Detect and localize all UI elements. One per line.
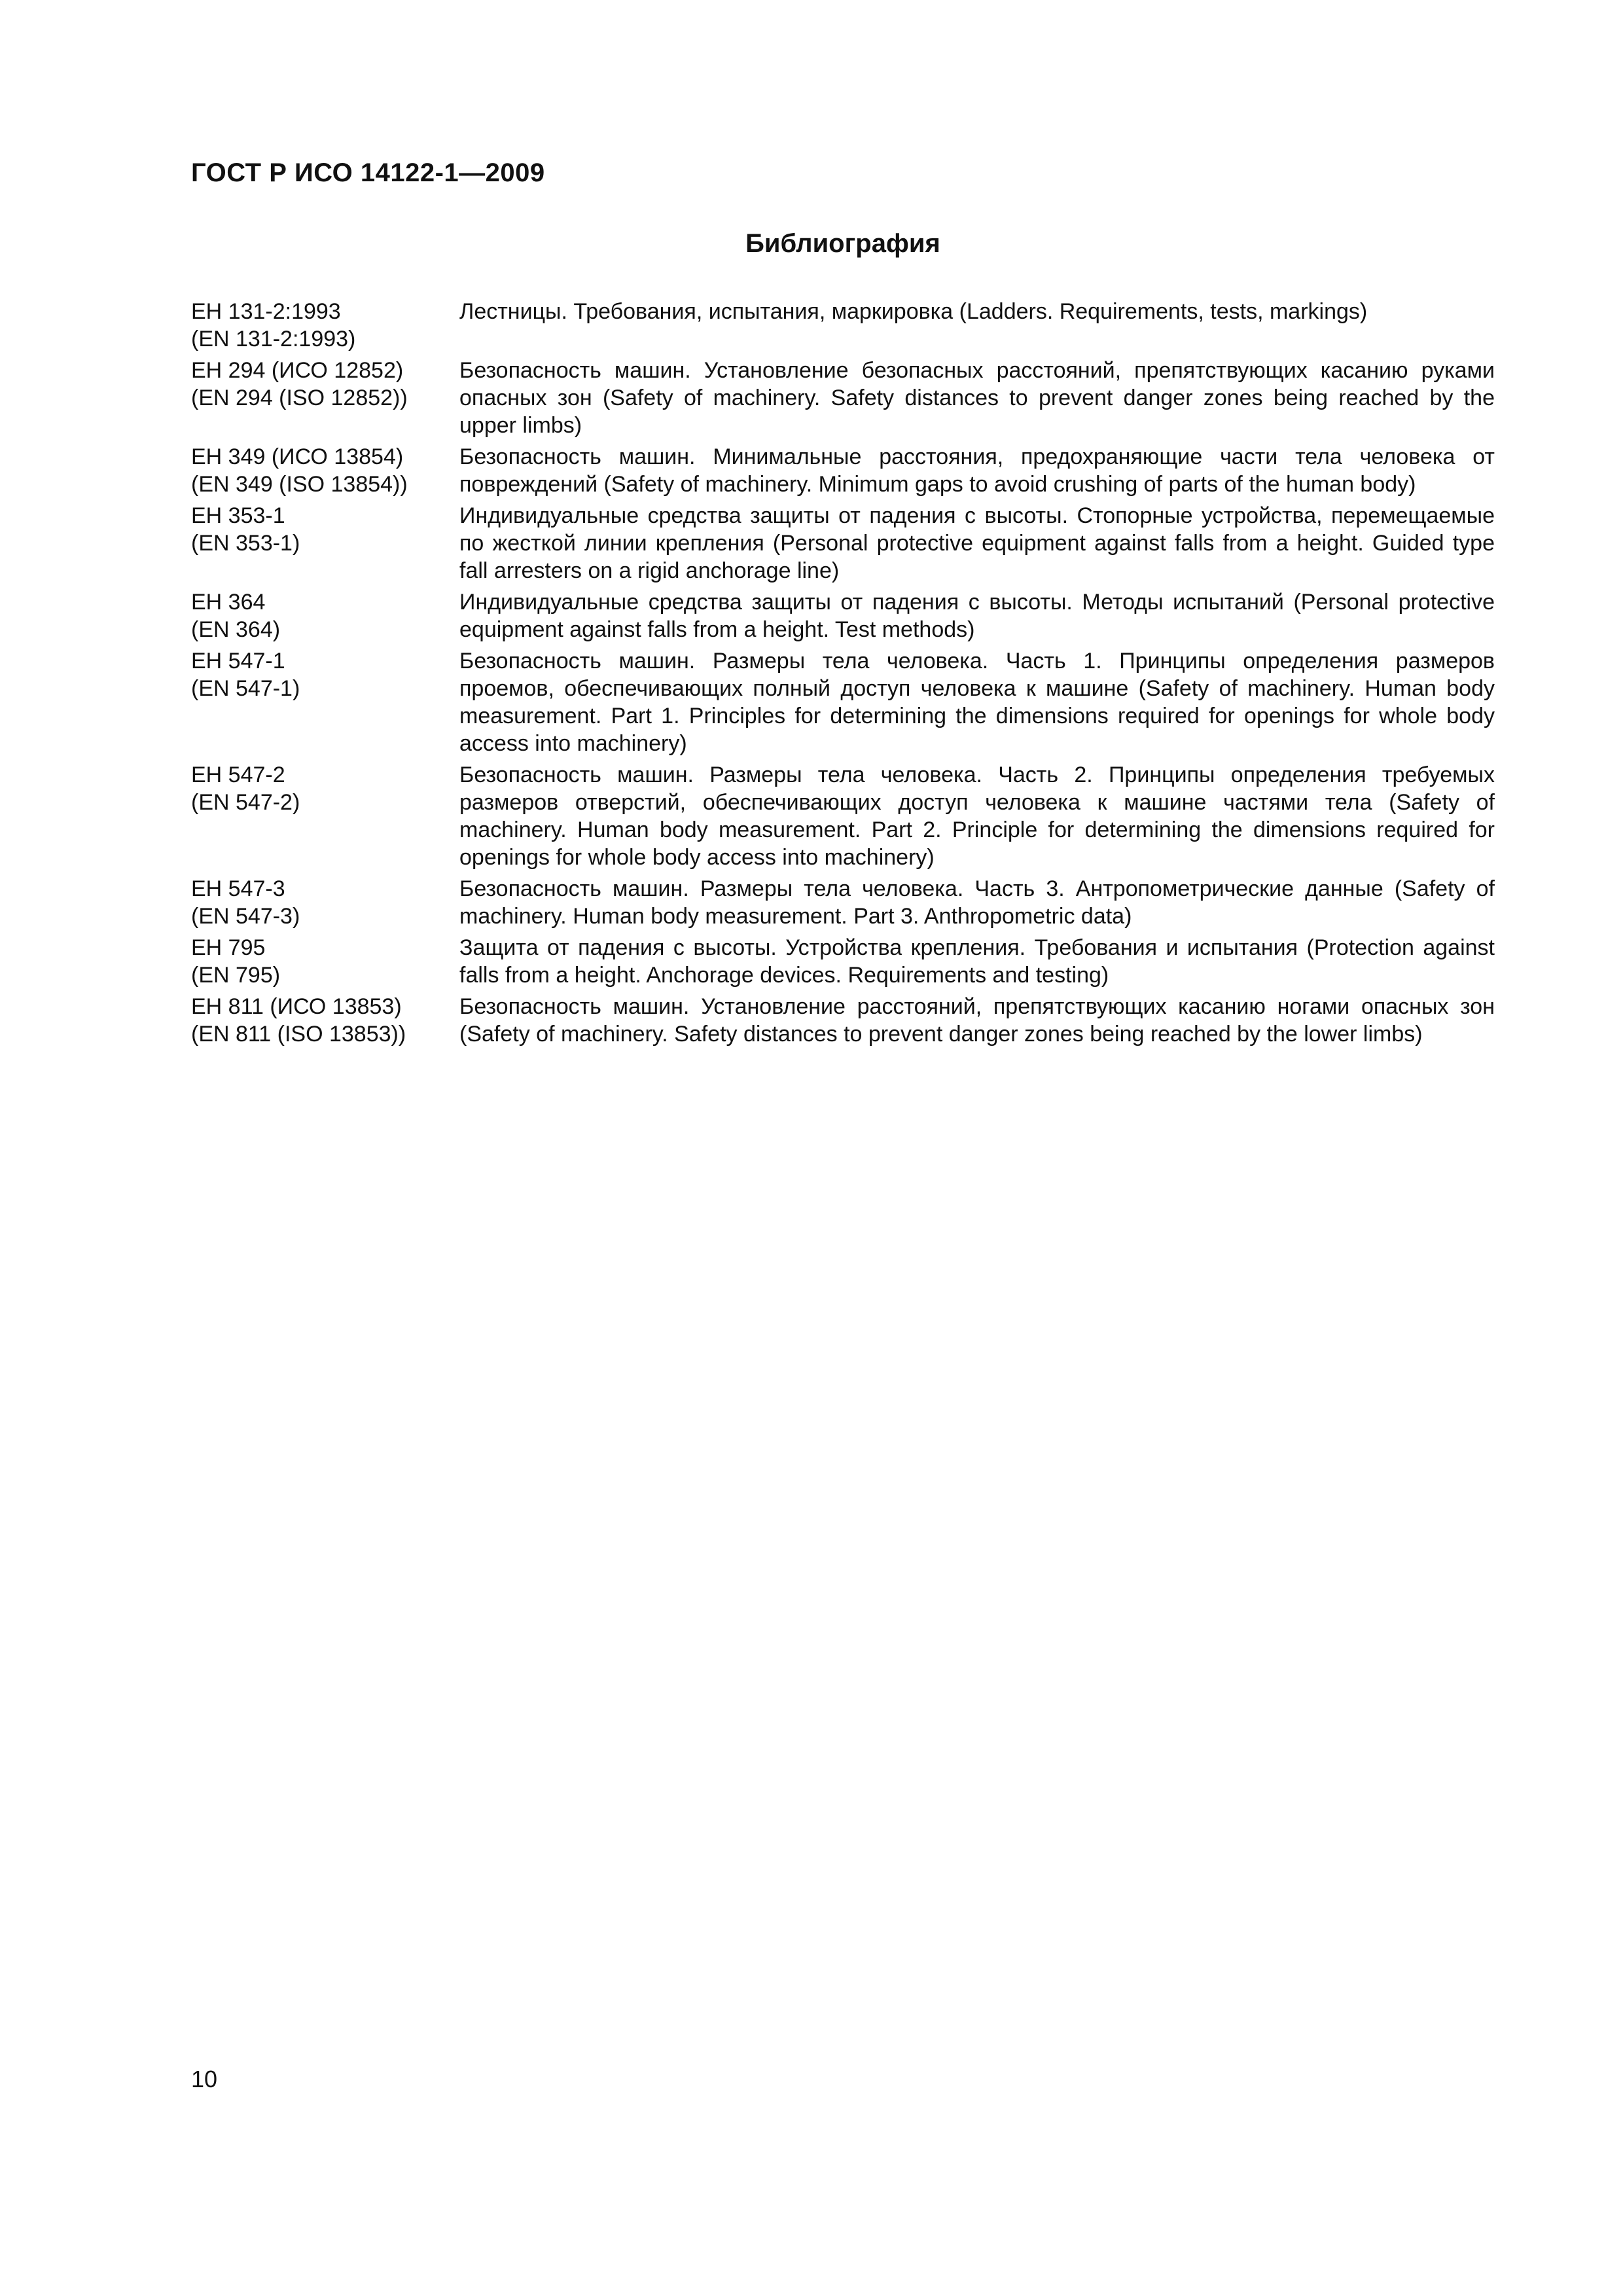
entry-code	[191, 298, 459, 353]
bibliography-entry	[191, 298, 1495, 353]
entry-code-en: (EN 131-2:1993)	[191, 327, 356, 351]
entry-description: Защита от падения с высоты. Устройства крепления. Требования и испытания (Protection against falls from a height. Anchorage devices. Requirements and testing)	[459, 935, 1495, 988]
bibliography-entry	[191, 588, 1495, 643]
entry-description: Безопасность машин. Минимальные расстояния, предохраняющие части тела человека от повреждений (Safety of machinery. Minimum gaps to avoid crushing of parts of the human body)	[459, 444, 1495, 497]
entry-code-ru: ЕН 364	[191, 590, 266, 615]
bibliography-entry	[191, 357, 1495, 439]
entry-description: Индивидуальные средства защиты от падения с высоты. Стопорные устройства, перемещаемые по жесткой линии крепления (Personal protective equipment against falls from a height. Guided type fall arresters on a rigid anchorage line)	[459, 503, 1495, 583]
entry-code-ru: ЕН 294 (ИСО 12852)	[191, 358, 404, 383]
bibliography-entry	[191, 502, 1495, 584]
entry-code-ru: ЕН 349 (ИСО 13854)	[191, 444, 404, 469]
entry-code-ru: ЕН 795	[191, 935, 266, 960]
entry-code	[191, 357, 459, 439]
entry-description: Индивидуальные средства защиты от падения с высоты. Методы испытаний (Personal protective equipment against falls from a height. Test methods)	[459, 590, 1495, 642]
section-title: Библиография	[745, 229, 940, 258]
entry-description: Безопасность машин. Размеры тела человека. Часть 1. Принципы определения размеров проемов, обеспечивающих полный доступ человека к машине (Safety of machinery. Human body measurement. Part 1. Principles for determining the dimensions required for openings for whole body access into machinery)	[459, 649, 1495, 756]
entry-description: Лестницы. Требования, испытания, маркировка (Ladders. Requirements, tests, markings)	[459, 299, 1368, 324]
entry-description: Безопасность машин. Размеры тела человека. Часть 3. Антропометрические данные (Safety of machinery. Human body measurement. Part 3. Anthropometric data)	[459, 876, 1495, 929]
entry-code	[191, 588, 459, 643]
entry-code-en: (EN 795)	[191, 963, 281, 988]
entry-code	[191, 993, 459, 1048]
entry-code-ru: ЕН 547-2	[191, 762, 285, 787]
bibliography-entry	[191, 647, 1495, 757]
entry-code	[191, 647, 459, 757]
entry-code-en: (EN 353-1)	[191, 531, 300, 556]
bibliography-entry	[191, 761, 1495, 871]
bibliography-entry	[191, 875, 1495, 930]
bibliography-entry	[191, 934, 1495, 989]
entry-code-en: (EN 349 (ISO 13854))	[191, 472, 408, 497]
entry-code	[191, 761, 459, 871]
entry-code	[191, 934, 459, 989]
entry-code-en: (EN 547-1)	[191, 676, 300, 701]
entry-code-ru: ЕН 547-3	[191, 876, 285, 901]
entry-code-ru: ЕН 811 (ИСО 13853)	[191, 994, 402, 1019]
entry-code-ru: ЕН 131-2:1993	[191, 299, 341, 324]
entry-code-ru: ЕН 547-1	[191, 649, 285, 673]
entry-code-en: (EN 364)	[191, 617, 281, 642]
bibliography-entry	[191, 993, 1495, 1048]
entry-code-en: (EN 294 (ISO 12852))	[191, 386, 408, 410]
page-number: 10	[191, 2066, 218, 2092]
entry-code-en: (EN 547-3)	[191, 904, 300, 929]
entry-code	[191, 443, 459, 498]
entry-code-en: (EN 547-2)	[191, 790, 300, 815]
entry-code-ru: ЕН 353-1	[191, 503, 285, 528]
bibliography-list	[191, 298, 1495, 1052]
entry-code-en: (EN 811 (ISO 13853))	[191, 1022, 406, 1047]
entry-description: Безопасность машин. Установление расстояний, препятствующих касанию ногами опасных зон (Safety of machinery. Safety distances to prevent danger zones being reached by the lower limbs)	[459, 994, 1495, 1047]
entry-code	[191, 875, 459, 930]
entry-code	[191, 502, 459, 584]
entry-description: Безопасность машин. Установление безопасных расстояний, препятствующих касанию руками опасных зон (Safety of machinery. Safety distances to prevent danger zones being reached by the upper limbs)	[459, 358, 1495, 438]
entry-description: Безопасность машин. Размеры тела человека. Часть 2. Принципы определения требуемых размеров отверстий, обеспечивающих доступ человека к машине частями тела (Safety of machinery. Human body measurement. Part 2. Principle for determining the dimensions required for openings for whole body access into machinery)	[459, 762, 1495, 870]
bibliography-entry	[191, 443, 1495, 498]
document-header: ГОСТ Р ИСО 14122-1—2009	[191, 158, 545, 187]
